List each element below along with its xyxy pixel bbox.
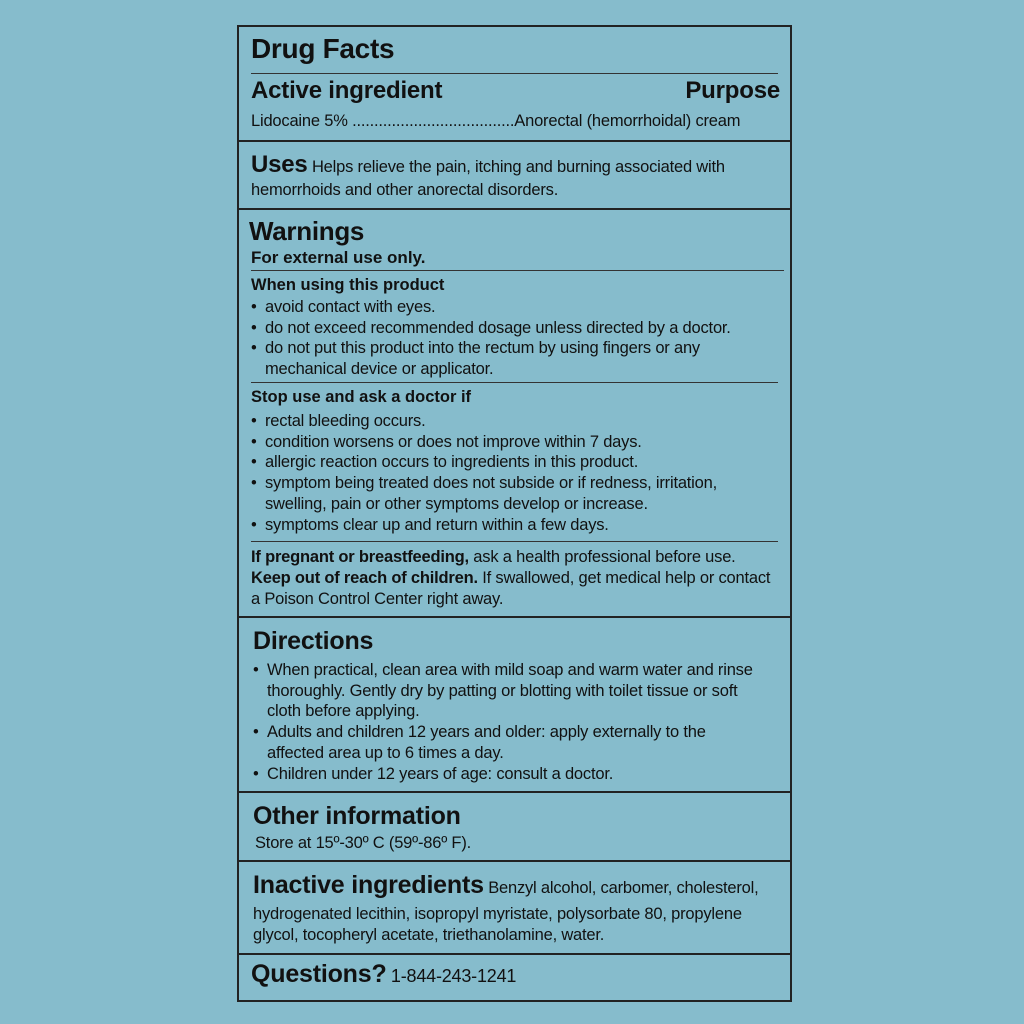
questions-section: [239, 955, 790, 1002]
uses-line-2: hemorrhoids and other anorectal disorders.: [251, 181, 559, 199]
when-using-heading: When using this product: [251, 276, 445, 294]
active-ingredient-section: [239, 27, 790, 142]
warnings-heading: Warnings: [249, 216, 365, 246]
questions-phone: 1-844-243-1241: [390, 966, 517, 986]
list-item: • symptom being treated does not subside or if redness, irritation,: [251, 473, 717, 494]
children-text: If swallowed, get medical help or contact: [477, 569, 771, 587]
directions-list: [253, 660, 753, 784]
inactive-text-1: Benzyl alcohol, carbomer, cholesterol,: [488, 879, 759, 897]
inactive-ingredients-heading: Inactive ingredients: [253, 871, 484, 899]
active-ingredient-row: [251, 111, 740, 132]
inactive-line-3: glycol, tocopheryl acetate, triethanolamine, water.: [253, 926, 605, 944]
list-item: • do not put this product into the rectum by using fingers or any: [251, 338, 731, 359]
other-information-heading: Other information: [253, 802, 461, 830]
drug-facts-title: Drug Facts: [251, 33, 395, 64]
uses-heading: Uses: [251, 151, 308, 178]
title-divider: [251, 73, 778, 74]
stop-use-list: [251, 411, 717, 535]
stop-use-heading: Stop use and ask a doctor if: [251, 388, 472, 406]
ingredient-purpose: Anorectal (hemorrhoidal) cream: [514, 112, 741, 130]
warnings-divider-1: [251, 270, 784, 271]
list-item: • condition worsens or does not improve within 7 days.: [251, 432, 717, 453]
list-item: • Children under 12 years of age: consult a doctor.: [253, 764, 753, 785]
list-item: • avoid contact with eyes.: [251, 297, 731, 318]
list-item: • When practical, clean area with mild soap and warm water and rinse: [253, 660, 753, 681]
list-item: • symptoms clear up and return within a few days.: [251, 515, 717, 536]
active-ingredient-heading: Active ingredient: [251, 77, 443, 104]
children-bold: Keep out of reach of children.: [251, 569, 478, 587]
list-item-continuation: affected area up to 6 times a day.: [267, 743, 504, 762]
inactive-ingredients-section: [239, 862, 790, 955]
warnings-section: [239, 210, 790, 618]
questions-heading: Questions?: [251, 960, 387, 988]
list-item-continuation: cloth before applying.: [267, 702, 420, 721]
drug-facts-panel: [237, 25, 792, 1002]
external-use-text: For external use only.: [251, 248, 426, 267]
uses-section: [239, 142, 790, 210]
purpose-heading: Purpose: [685, 77, 780, 104]
directions-heading: Directions: [253, 627, 374, 655]
other-information-section: [239, 793, 790, 862]
directions-section: [239, 618, 790, 793]
warnings-divider-2: [251, 382, 778, 383]
list-item: • allergic reaction occurs to ingredients in this product.: [251, 452, 717, 473]
list-item-continuation: thoroughly. Gently dry by patting or blotting with toilet tissue or soft: [267, 681, 738, 700]
list-item-continuation: mechanical device or applicator.: [265, 360, 494, 379]
list-item: • Adults and children 12 years and older: apply externally to the: [253, 722, 753, 743]
leader-dots: .....................................: [352, 112, 515, 130]
uses-text: Helps relieve the pain, itching and burning associated with: [311, 158, 725, 176]
storage-text: Store at 15º-30º C (59º-86º F).: [255, 834, 471, 852]
warnings-divider-3: [251, 541, 778, 542]
ingredient-name: Lidocaine 5%: [251, 112, 348, 130]
children-line-2: a Poison Control Center right away.: [251, 590, 504, 608]
list-item: • rectal bleeding occurs.: [251, 411, 717, 432]
uses-line-1: [251, 151, 725, 178]
pregnant-line: [251, 547, 736, 568]
list-item-continuation: swelling, pain or other symptoms develop or increase.: [265, 494, 648, 513]
pregnant-bold: If pregnant or breastfeeding,: [251, 548, 469, 566]
inactive-line-2: hydrogenated lecithin, isopropyl myristate, polysorbate 80, propylene: [253, 905, 742, 923]
list-item: • do not exceed recommended dosage unless directed by a doctor.: [251, 318, 731, 339]
questions-line: [251, 960, 517, 988]
when-using-list: [251, 297, 731, 380]
inactive-line-1: [253, 871, 759, 899]
children-line: [251, 568, 770, 589]
pregnant-text: ask a health professional before use.: [468, 548, 736, 566]
